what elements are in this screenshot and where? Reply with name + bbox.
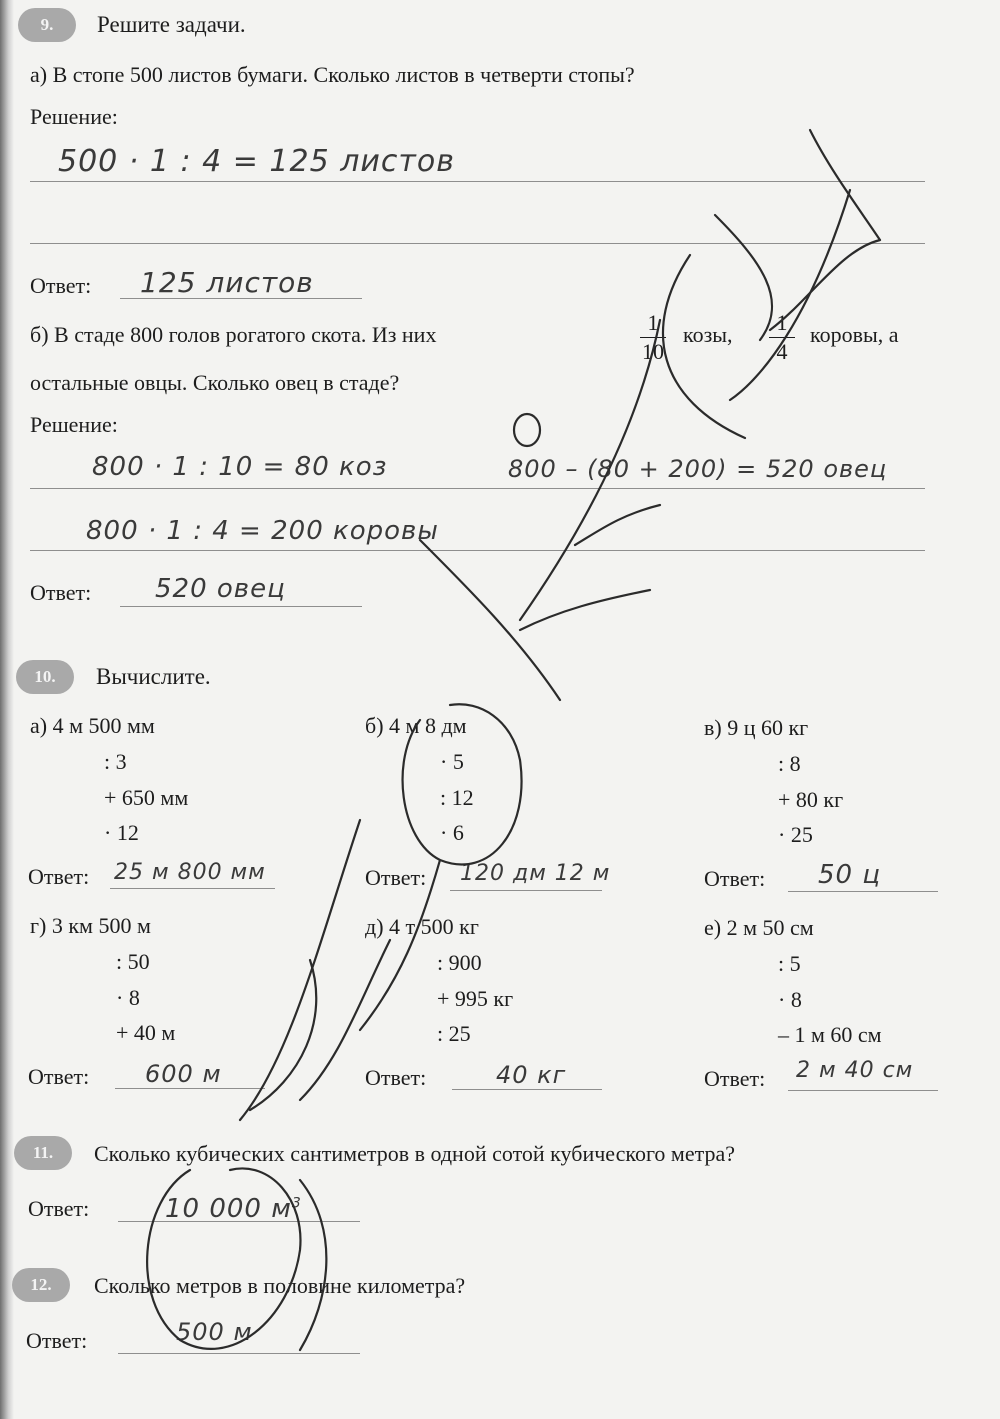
task-9a-solution-line-1: 500 · 1 : 4 = 125 листов <box>58 144 455 179</box>
task-9a-answer-label: Ответ: <box>30 273 92 298</box>
stamp-stroke <box>810 130 880 240</box>
task-12-number-badge: 12. <box>12 1268 70 1302</box>
task-10e-head: д) 4 т 500 кг <box>365 914 479 939</box>
fraction-2-numerator: 1 <box>776 310 788 335</box>
task-10-title: Вычислите. <box>96 664 211 689</box>
task-10a-op: + 650 мм <box>104 785 189 810</box>
task-10f-answer: 2 м 40 см <box>796 1058 914 1083</box>
task-11-answer-rule <box>118 1221 360 1222</box>
fraction-bar <box>640 337 666 338</box>
task-10c-op: · 25 <box>778 822 813 847</box>
task-9b-rule-1 <box>30 488 925 489</box>
task-10a-head: а) 4 м 500 мм <box>30 713 155 738</box>
task-9a-question: а) В стопе 500 листов бумаги. Сколько листов в четверти стопы? <box>30 62 635 87</box>
task-12-answer: 500 м <box>176 1318 253 1346</box>
task-9a-rule-1 <box>30 181 925 182</box>
task-10c-op: : 8 <box>778 751 801 776</box>
stamp-stroke <box>514 414 540 446</box>
task-9-number-badge: 9. <box>18 8 76 42</box>
task-9a-solution-label: Решение: <box>30 104 118 129</box>
task-10d-answer: 600 м <box>145 1060 222 1088</box>
task-10f-op: · 8 <box>778 987 802 1012</box>
task-10b-head: б) 4 м 8 дм <box>365 713 467 738</box>
task-10a-op: : 3 <box>104 749 127 774</box>
task-10d-op: · 8 <box>116 985 140 1010</box>
task-9b-rule-2 <box>30 550 925 551</box>
task-10d-op: + 40 м <box>116 1020 176 1045</box>
page-edge-shadow <box>0 0 14 1419</box>
task-11-answer-value: 10 000 м <box>165 1194 292 1224</box>
task-9b-question-part-2: козы, <box>683 322 733 347</box>
task-10d-answer-label: Ответ: <box>28 1064 90 1089</box>
task-9b-solution-line-1: 800 · 1 : 10 = 80 коз <box>92 452 388 482</box>
task-9b-fraction-2 <box>769 310 795 365</box>
fraction-2-denominator: 4 <box>776 339 788 364</box>
task-10e-answer: 40 кг <box>496 1061 567 1089</box>
task-9b-question-part-1: б) В стаде 800 голов рогатого скота. Из них <box>30 322 437 347</box>
task-10-number-badge: 10. <box>16 660 74 694</box>
fraction-bar <box>769 337 795 338</box>
task-10b-op: · 6 <box>440 820 464 845</box>
task-10d-op: : 50 <box>116 949 150 974</box>
task-11-answer-superscript: 3 <box>291 1195 302 1212</box>
task-10c-op: + 80 кг <box>778 787 844 812</box>
task-9b-fraction-1 <box>640 310 666 365</box>
task-12-question: Сколько метров в половине километра? <box>94 1273 466 1298</box>
task-10b-answer-label: Ответ: <box>365 865 427 890</box>
task-10f-answer-rule <box>788 1090 938 1091</box>
task-10c-answer-label: Ответ: <box>704 866 766 891</box>
task-10c-head: в) 9 ц 60 кг <box>704 715 809 740</box>
task-10e-op: : 900 <box>437 950 482 975</box>
task-10e-op: + 995 кг <box>437 986 514 1011</box>
stamp-stroke <box>730 190 850 400</box>
task-12-answer-rule <box>118 1353 360 1354</box>
task-9a-answer: 125 листов <box>140 266 314 299</box>
stamp-stroke <box>520 590 650 630</box>
task-10a-answer-rule <box>110 888 275 889</box>
task-10b-op: · 5 <box>440 749 464 774</box>
task-9b-answer-rule <box>120 606 362 607</box>
task-10b-answer: 120 дм 12 м <box>460 861 611 886</box>
fraction-1-denominator: 10 <box>642 339 664 364</box>
task-9a-answer-rule <box>120 298 362 299</box>
task-10c-answer-rule <box>788 891 938 892</box>
task-10e-op: : 25 <box>437 1021 471 1046</box>
task-10c-answer: 50 ц <box>818 860 882 890</box>
task-11-answer-label: Ответ: <box>28 1196 90 1221</box>
task-9b-question-part-3: коровы, а <box>810 322 899 347</box>
task-10b-answer-rule <box>450 890 602 891</box>
fraction-1-numerator: 1 <box>647 310 659 335</box>
task-10d-head: г) 3 км 500 м <box>30 913 151 938</box>
task-10f-answer-label: Ответ: <box>704 1066 766 1091</box>
task-9b-question-line-2: остальные овцы. Сколько овец в стаде? <box>30 370 400 395</box>
task-9b-answer-label: Ответ: <box>30 580 92 605</box>
task-10a-answer-label: Ответ: <box>28 864 90 889</box>
task-9a-rule-2 <box>30 243 925 244</box>
task-10d-answer-rule <box>115 1088 265 1089</box>
task-12-answer-label: Ответ: <box>26 1328 88 1353</box>
stamp-stroke <box>575 505 660 545</box>
task-9b-solution-line-2: 800 · 1 : 4 = 200 коровы <box>86 516 439 546</box>
task-10e-answer-label: Ответ: <box>365 1065 427 1090</box>
task-9b-solution-label: Решение: <box>30 412 118 437</box>
task-9b-solution-line-1-right: 800 – (80 + 200) = 520 овец <box>508 455 888 483</box>
task-9-title: Решите задачи. <box>97 12 246 37</box>
task-10a-answer: 25 м 800 мм <box>114 860 266 885</box>
task-10e-answer-rule <box>452 1089 602 1090</box>
task-10b-op: : 12 <box>440 785 474 810</box>
task-10f-op: – 1 м 60 см <box>778 1022 882 1047</box>
task-9b-answer: 520 овец <box>155 574 286 604</box>
stamp-stroke <box>420 540 560 700</box>
stamp-stroke <box>300 1180 326 1350</box>
task-11-answer <box>165 1194 302 1224</box>
task-11-number-badge: 11. <box>14 1136 72 1170</box>
task-11-question: Сколько кубических сантиметров в одной сотой кубического метра? <box>94 1141 736 1166</box>
task-10f-head: е) 2 м 50 см <box>704 915 814 940</box>
task-10f-op: : 5 <box>778 951 801 976</box>
task-10a-op: · 12 <box>104 820 139 845</box>
